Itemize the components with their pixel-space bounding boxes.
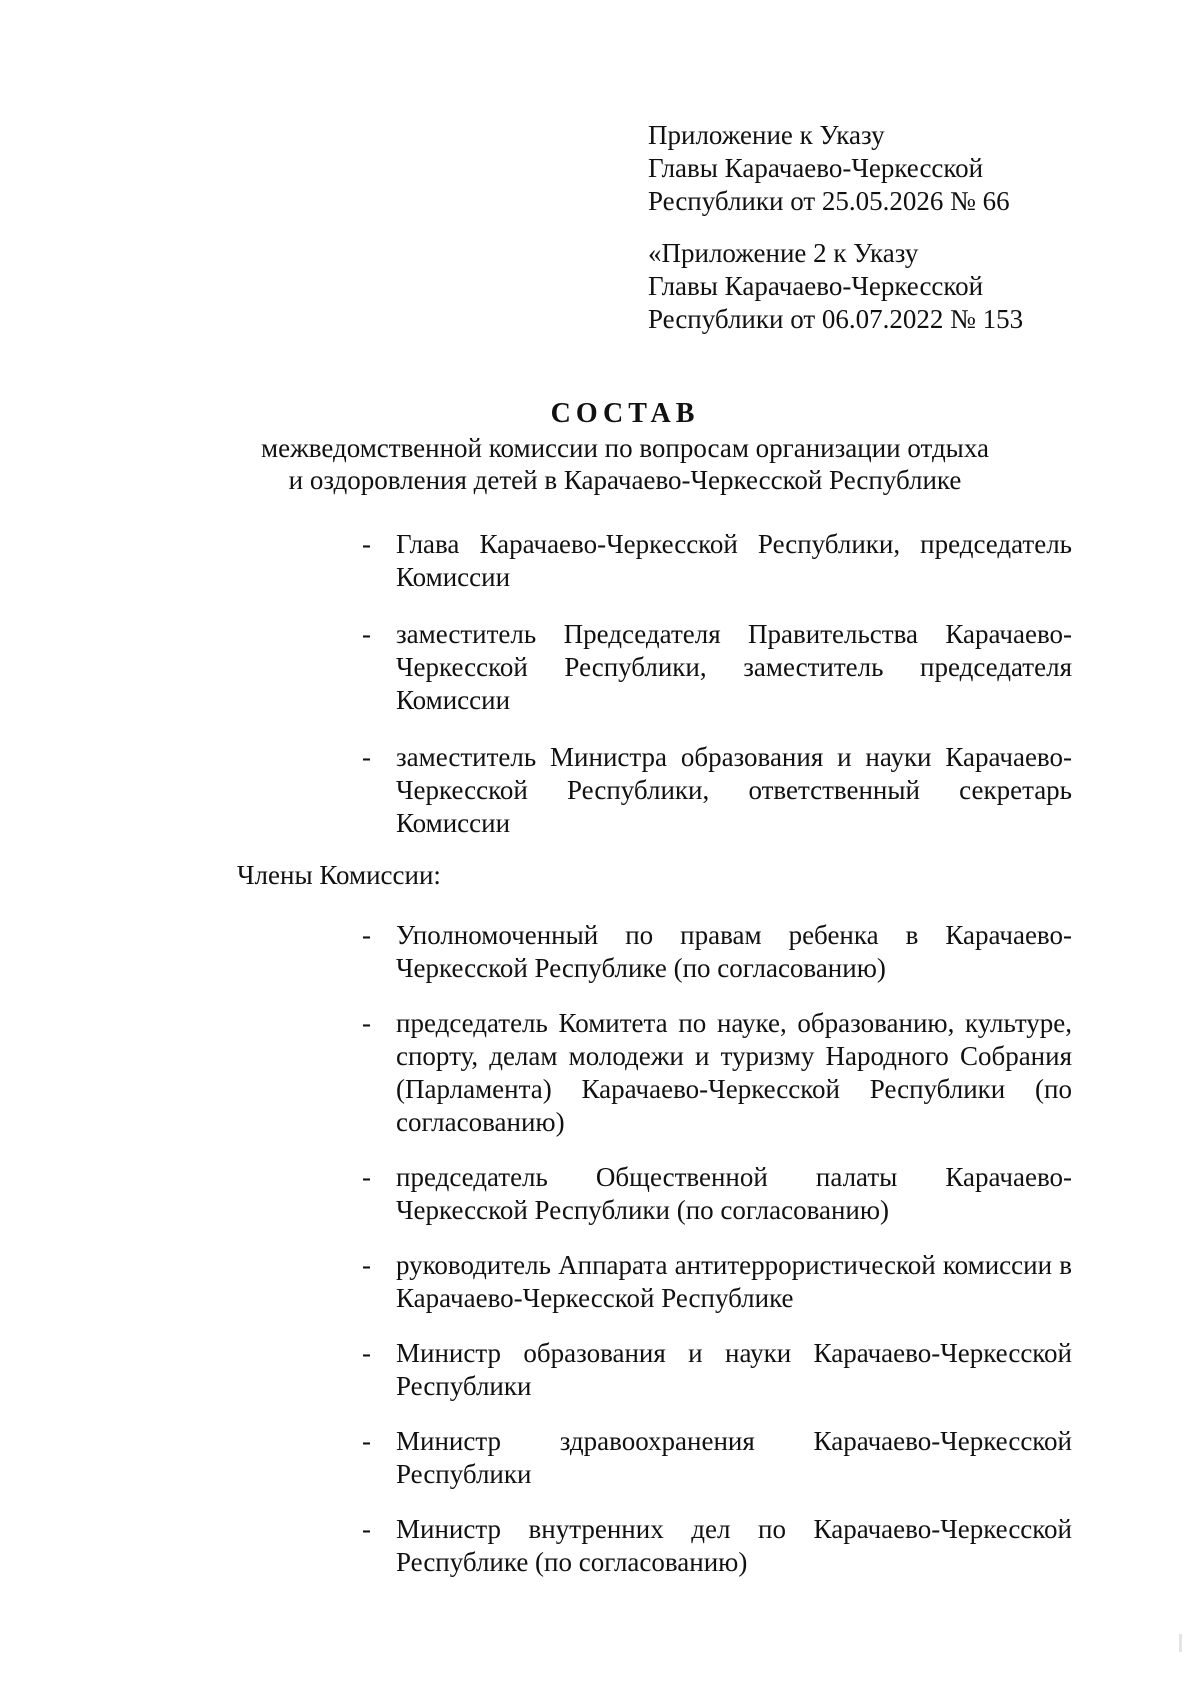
appendix-reference-previous (648, 237, 1023, 336)
appendix-previous-line: Республики от 06.07.2022 № 153 (648, 304, 1024, 334)
appendix-current-line: Приложение к Указу (648, 120, 885, 150)
list-item-text: Министр образования и науки Карачаево-Черкесской Республики (396, 1338, 1072, 1401)
scan-artifact (1179, 1634, 1182, 1652)
list-dash: - (362, 1250, 371, 1280)
leadership-list (358, 528, 1072, 864)
list-item (358, 1161, 1072, 1227)
list-dash: - (362, 619, 371, 649)
appendix-previous-line: «Приложение 2 к Указу (648, 238, 919, 268)
list-item (358, 528, 1072, 594)
list-dash: - (362, 529, 371, 559)
document-subtitle (0, 432, 1200, 496)
appendix-reference-current (648, 119, 1010, 218)
list-dash: - (362, 1514, 371, 1544)
list-item (358, 1425, 1072, 1491)
list-item (358, 1007, 1072, 1139)
list-item (358, 1513, 1072, 1579)
list-dash: - (362, 1008, 371, 1038)
list-item-text: заместитель Министра образования и науки Карачаево-Черкесской Республики, ответственный секретарь Комиссии (396, 742, 1072, 838)
appendix-current-line: Главы Карачаево-Черкесской (648, 153, 984, 183)
list-item (358, 1337, 1072, 1403)
list-item-text: председатель Общественной палаты Карачаево-Черкесской Республики (по согласованию) (396, 1162, 1072, 1225)
list-dash: - (362, 920, 371, 950)
list-item-text: Уполномоченный по правам ребенка в Карачаево-Черкесской Республике (по согласованию) (396, 920, 1072, 983)
list-item-text: Министр здравоохранения Карачаево-Черкесской Республики (396, 1426, 1072, 1489)
list-dash: - (362, 1162, 371, 1192)
subtitle-line: межведомственной комиссии по вопросам организации отдыха (261, 433, 989, 463)
list-item-text: руководитель Аппарата антитеррористической комиссии в Карачаево-Черкесской Республике (396, 1250, 1072, 1313)
appendix-previous-line: Главы Карачаево-Черкесской (648, 271, 984, 301)
members-list (358, 919, 1072, 1601)
list-dash: - (362, 742, 371, 772)
subtitle-line: и оздоровления детей в Карачаево-Черкесской Республике (288, 465, 962, 495)
list-dash: - (362, 1338, 371, 1368)
list-item (358, 618, 1072, 717)
appendix-current-line: Республики от 25.05.2026 № 66 (648, 186, 1010, 216)
list-item-text: Глава Карачаево-Черкесской Республики, председатель Комиссии (396, 529, 1072, 592)
list-dash: - (362, 1426, 371, 1456)
members-heading: Члены Комиссии: (237, 860, 441, 890)
list-item (358, 1249, 1072, 1315)
list-item (358, 919, 1072, 985)
list-item-text: заместитель Председателя Правительства Карачаево-Черкесской Республики, заместитель председателя Комиссии (396, 619, 1072, 715)
document-title: СОСТАВ (550, 398, 700, 429)
list-item-text: председатель Комитета по науке, образованию, культуре, спорту, делам молодежи и туризму Народного Собрания (Парламента) Карачаево-Черкесской Республики (по согласованию) (396, 1008, 1072, 1137)
list-item-text: Министр внутренних дел по Карачаево-Черкесской Республике (по согласованию) (396, 1514, 1072, 1577)
list-item (358, 741, 1072, 840)
